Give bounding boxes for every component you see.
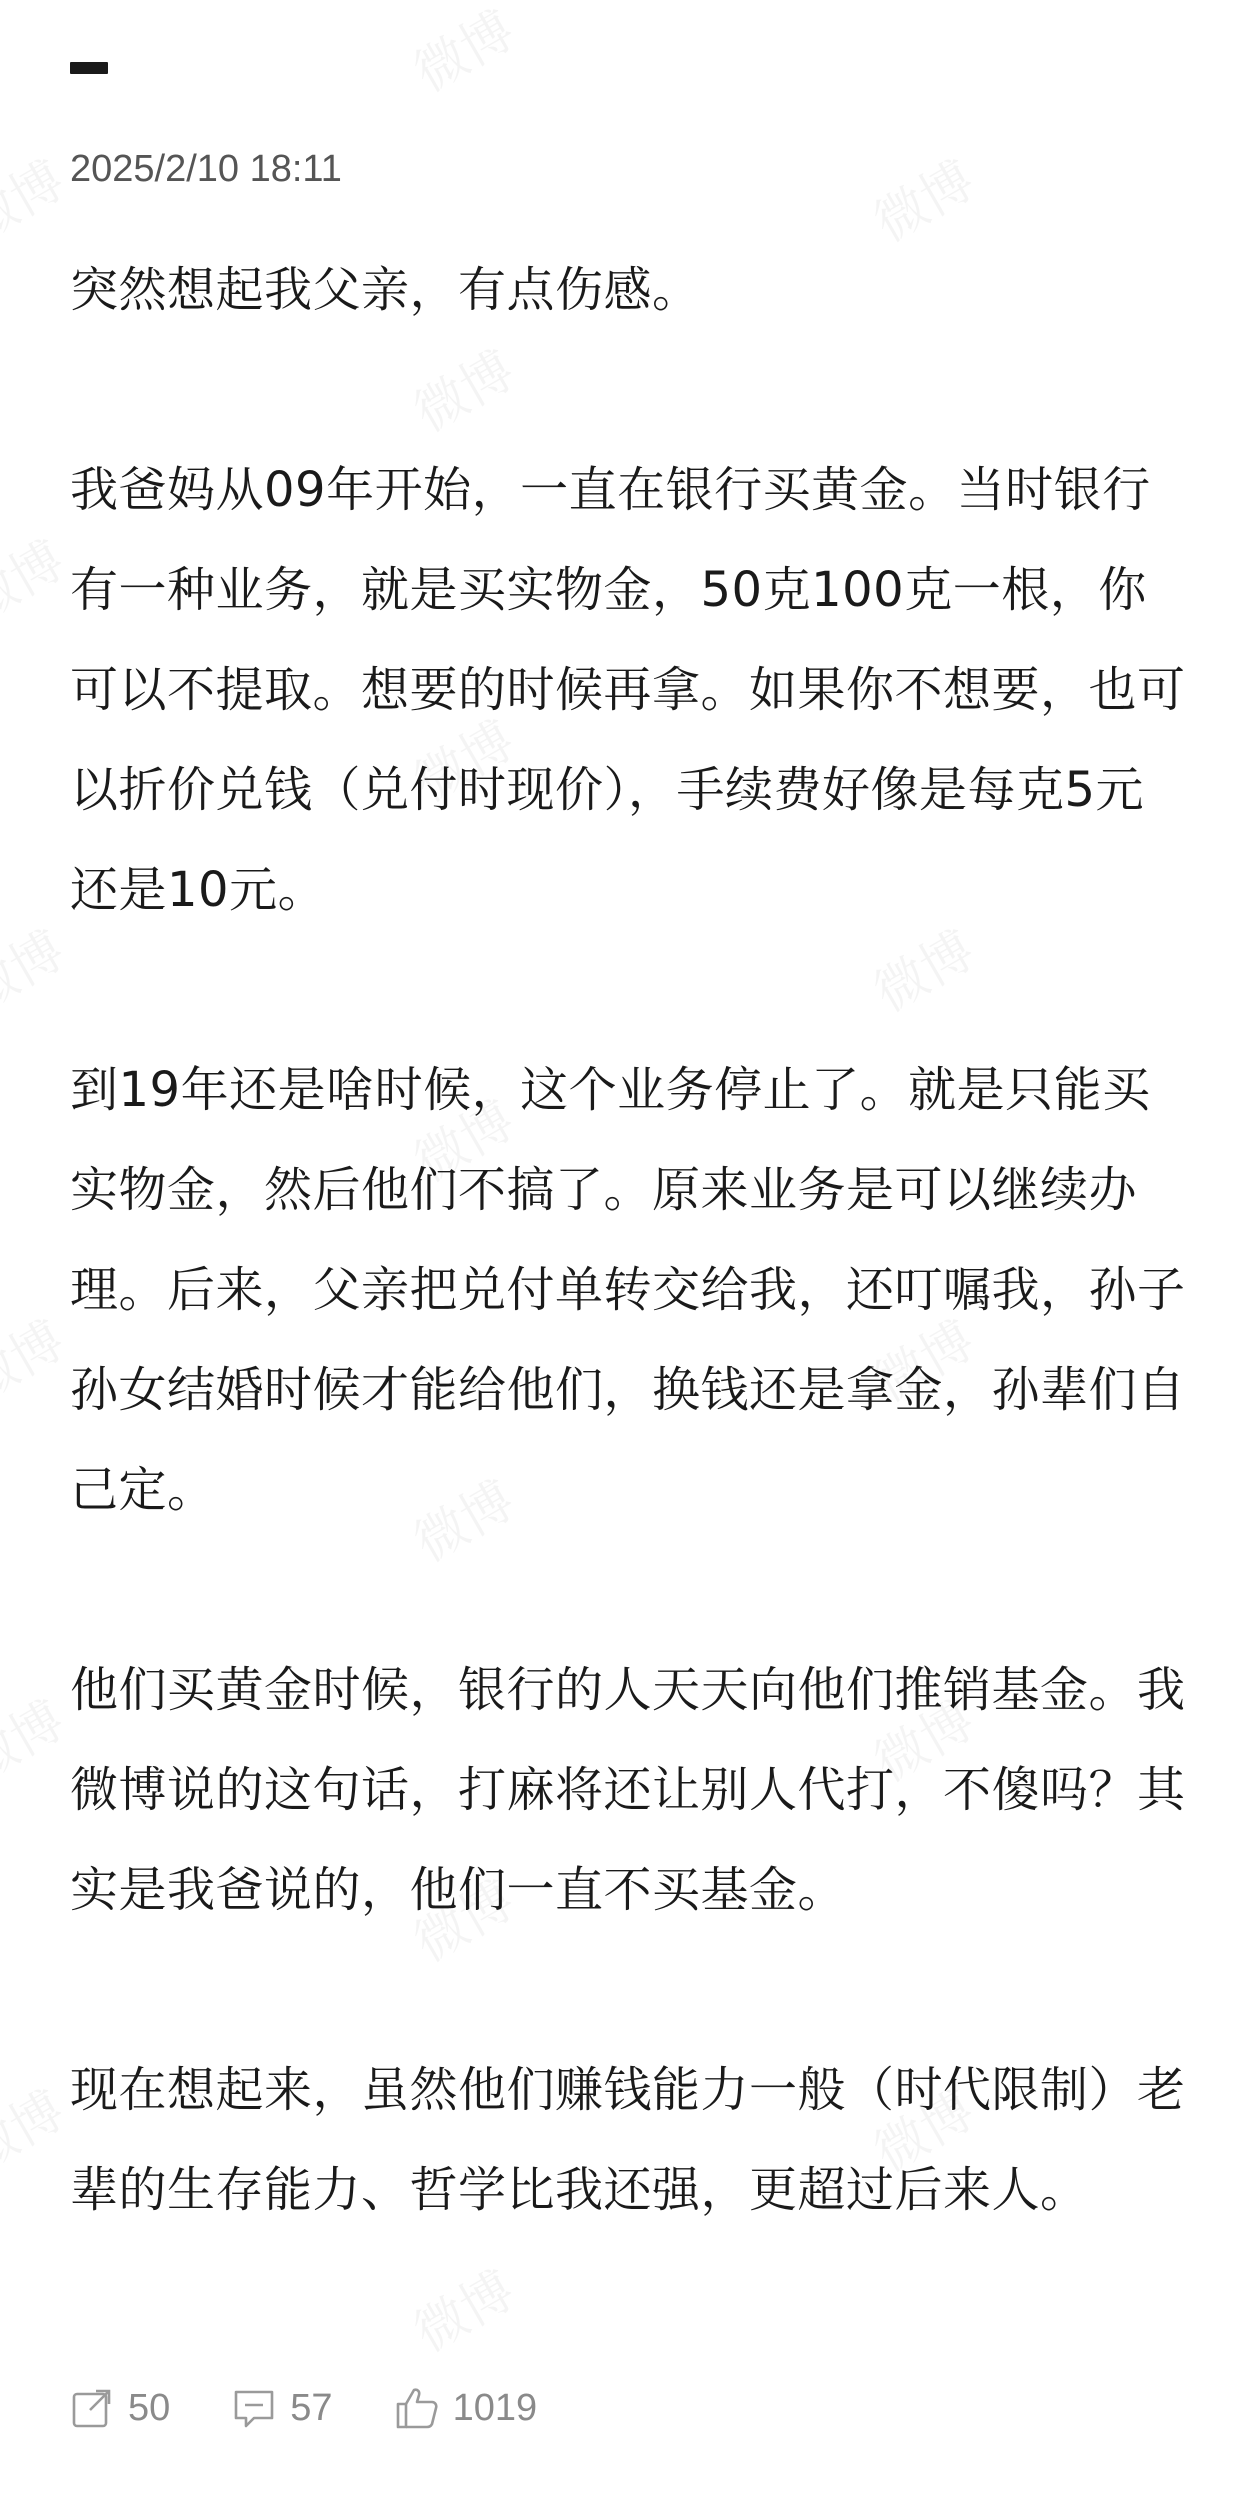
like-count: 1019 [452,2386,538,2429]
comment-icon [232,2386,276,2430]
post-paragraph: 我爸妈从09年开始，一直在银行买黄金。当时银行有一种业务，就是买实物金，50克100克一根，你可以不提取。想要的时候再拿。如果你不想要，也可以折价兑钱（兑付时现价），手续费好像是每克5元还是10元。 [70,462,1186,918]
post-paragraph: 现在想起来，虽然他们赚钱能力一般（时代限制）老辈的生存能力、哲学比我还强，更超过后来人。 [70,2062,1186,2218]
repost-count: 50 [128,2386,171,2429]
weibo-watermark [0,519,76,636]
weibo-watermark [858,139,986,256]
post-timestamp: 2025/2/10 18:11 [70,148,342,190]
weibo-watermark [0,1679,76,1796]
thumbs-up-icon [395,2386,439,2430]
comment-count: 57 [290,2386,333,2429]
weibo-watermark [0,1299,76,1416]
minimize-dash-icon[interactable] [70,62,108,74]
post-paragraph: 突然想起我父亲，有点伤感。 [70,262,701,318]
weibo-watermark [398,2249,526,2366]
weibo-watermark [0,139,76,256]
repost-button[interactable] [70,2386,170,2430]
weibo-watermark [398,0,526,106]
repost-icon [70,2386,114,2430]
weibo-watermark [0,909,76,1026]
like-button[interactable] [395,2386,538,2430]
post-content [70,240,1190,2240]
post-action-bar [70,2378,599,2438]
post-paragraph: 到19年还是啥时候，这个业务停止了。就是只能买实物金，然后他们不搞了。原来业务是可以继续办理。后来，父亲把兑付单转交给我，还叮嘱我，孙子孙女结婚时候才能给他们，换钱还是拿金，孙辈们自己定。 [70,1062,1186,1518]
weibo-watermark [0,2069,76,2186]
comment-button[interactable] [232,2386,332,2430]
post-paragraph: 他们买黄金时候，银行的人天天向他们推销基金。我微博说的这句话，打麻将还让别人代打，不傻吗？其实是我爸说的，他们一直不买基金。 [70,1662,1186,1918]
